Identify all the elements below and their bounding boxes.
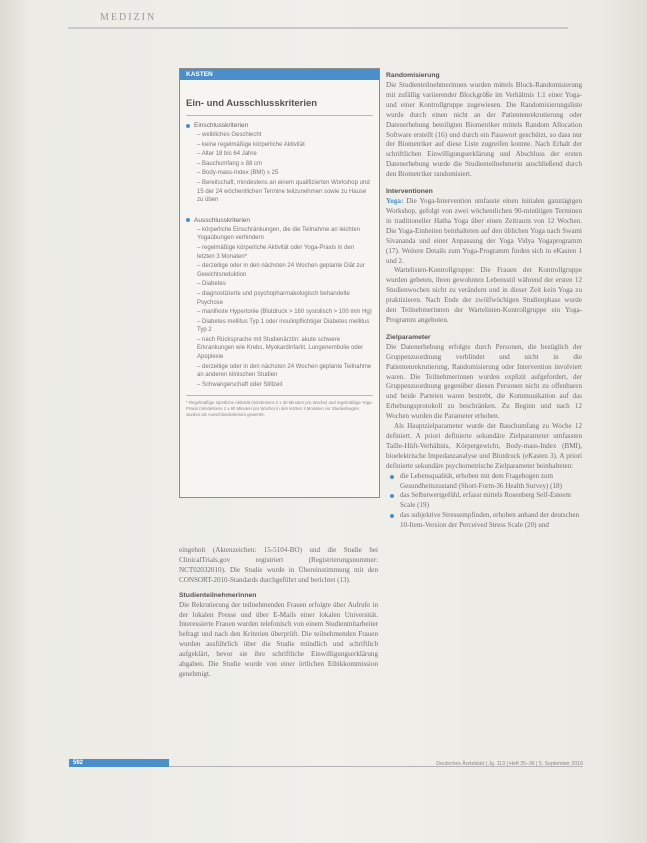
randomization-heading: Randomisierung xyxy=(386,72,440,79)
outcomes-heading: Zielparameter xyxy=(386,333,431,341)
list-item: – Bauchumfang ≥ 88 cm xyxy=(197,160,263,167)
exclusion-heading-text: Ausschlusskriterien xyxy=(194,216,250,224)
interventions-text: Die Yoga-Intervention umfasste einen initialen ganztägigen Workshop, gefolgt von zwei wöchentlichen 90-minütigen Terminen in traditioneller Hatha Yoga über einen Zeitraum von 12 Wochen. Die Yoga-Einheiten beinhalteten auf den üblichen Yoga nach Swami Sivananda und einer Anpassung der Yoga Vidya Yogaprogramm (17). Weitere Details zum Yoga-Programm finden sich in eKasten 1 und 2. xyxy=(386,197,582,265)
list-item: das Selbstwertgefühl, erfasst mittels Rosenberg Self-Esteem Scale (19) xyxy=(386,491,582,511)
inclusion-heading xyxy=(186,122,379,129)
header-rule xyxy=(68,27,568,29)
list-item: – Schwangerschaft oder Stillzeit xyxy=(197,381,283,388)
inclusion-heading-text: Einschlusskriterien xyxy=(194,122,249,129)
outcomes-paragraph-2: Als Hauptzielparameter wurde der Bauchumfang zu Woche 12 definiert. A priori definierte sekundäre Zielparameter umfassten Taille-Hüft-Verhältnis, Körpergewicht, Body-mass-Index (BMI), bioelektrische Impedanzanalyse und Blutdruck (eKasten 3). A priori definierte sekundäre psychometrische Zielparameter beinhalteten: xyxy=(386,422,582,470)
page-number-bar xyxy=(69,759,169,767)
list-item: – Diabetes xyxy=(197,281,226,288)
box-title: Ein- und Ausschlusskriterien xyxy=(186,98,318,109)
bullet-dot-icon xyxy=(186,218,190,222)
intro-paragraph: eingeholt (Aktenzeichen: 15-5104-BO) und die Studie bei ClinicalTrials.gov registriert (Registrierungsnummer: NCT02032010). Die Studie wurde in Übereinstimmung mit den CONSORT-2010-Standards durchgeführt und berichtet (13). xyxy=(179,546,378,584)
control-paragraph: Wartelisten-Kontrollgruppe: Die Frauen der Kontrollgruppe wurden gebeten, ihren gewohnten Lebensstil während der ersten 12 Studienwochen nicht zu verändern und in dieser Zeit kein Yoga zu praktizieren. Nach Ende der zwölfwöchigen Studienphase wurde den Teilnehmerinnen der Wartelisten-Kontrollgruppe ein Yoga-Programm angeboten. xyxy=(386,266,582,324)
exclusion-heading xyxy=(186,217,379,224)
list-item: – derzeitige oder in den nächsten 24 Wochen geplante Teilnahme an anderen klinischen Studien xyxy=(197,363,372,379)
interventions-paragraph xyxy=(386,197,582,266)
list-item: – Body-mass-Index (BMI) ≥ 25 xyxy=(197,170,279,177)
recruit-paragraph: Die Rekrutierung der teilnehmenden Frauen erfolgte über Aufrufe in der lokalen Presse und über E-Mails einer lokalen Universität. Interessierte Frauen wurden telefonisch von einem Studienmitarbeiter befragt und nach den Kriterien überprüft. Die teilnehmenden Frauen wurden ausführlich über die Studie mündlich und schriftlich aufgeklärt, bevor sie ihre schriftliche Einwilligungserklärung abgaben. Die Studie wurde von einer örtlichen Ethikkommission genehmigt. xyxy=(179,600,378,678)
randomization-paragraph: Die Studienteilnehmerinnen wurden mittels Block-Randomisierung mit zufällig variierender Blockgröße im Verhältnis 1:1 einer Yoga- und einer Kontrollgruppe zugewiesen. Die Randomisierungsliste wurde durch einen nicht an der Patientenrekrutierung oder Datenerhebung beteiligten Biometriker mittels Random Allocation Software erstellt (16) und durch ein Passwort geschützt, so dass nur der Biometriker auf diese Liste zugreifen konnte. Nach Erhalt der schriftlichen Einwilligungserklärung und Abschluss der ersten Datenerhebung wurde die Studienteilnehmerin anschließend durch den Biometriker randomisiert. xyxy=(386,81,582,179)
inclusion-list xyxy=(180,131,379,205)
right-column xyxy=(386,72,582,531)
yoga-label: Yoga: xyxy=(386,197,404,206)
list-item: – manifeste Hypertonie (Blutdruck > 160 systolisch > 100 mm Hg) xyxy=(197,309,372,316)
box-footnote: * Regelmäßige sportliche Aktivität (mindestens 2 x 30 Minuten pro Woche) und regelmäßige Yoga-Praxis (mindestens 1 x 60 Minuten pro Woche) in den letzten 3 Monaten vor Studienbeginn wurden als Ausschlusskriterium gewertet. xyxy=(186,395,373,418)
left-column xyxy=(179,546,378,680)
list-item: – Bereitschaft, mindestens an einem qualifizierten Workshop und 15 der 24 wöchentlichen Termine teilzunehmen sowie zu Hause zu üben xyxy=(197,179,370,204)
list-item: das subjektive Stressempfinden, erhoben anhand der deutschen 10-Item-Version der Perceived Stress Scale (20) und xyxy=(386,511,582,531)
list-item: – Diabetes mellitus Typ 1 oder insulinpflichtiger Diabetes mellitus Typ 2 xyxy=(197,318,370,334)
interventions-heading: Interventionen xyxy=(386,188,433,196)
criteria-box xyxy=(179,68,380,498)
page-number: 592 xyxy=(73,760,84,766)
outcomes-list xyxy=(386,472,582,531)
box-tag: KASTEN xyxy=(180,69,379,80)
list-item: – Alter 18 bis 64 Jahre xyxy=(197,151,257,158)
list-item: – diagnostizierte und psychopharmakologisch behandelte Psychose xyxy=(197,290,350,306)
outcomes-paragraph: Die Datenerhebung erfolgte durch Personen, die bezüglich der Gruppenzuordnung verblindet und nicht in die Patientenrekrutierung, Randomisierung oder Intervention involviert waren. Die Teilnehmerinnen wurden explizit aufgefordert, der Gruppenzuordnung gegenüber diesen Personen nicht zu offenbaren und beide Parteien waren bestrebt, die Kommunikation auf das Erhebungsprotokoll zu beschränken. Zu Beginn und nach 12 Wochen wurden die Parameter erhoben. xyxy=(386,342,582,421)
list-item: – körperliche Einschränkungen, die die Teilnahme an leichten Yogaübungen verhindern xyxy=(197,226,361,242)
list-item: – derzeitige oder in den nächsten 24 Wochen geplante Diät zur Gewichtsreduktion xyxy=(197,263,365,278)
section-label: MEDIZIN xyxy=(100,12,157,23)
box-title-rule xyxy=(186,115,373,116)
list-item: – keine regelmäßige körperliche Aktivität xyxy=(197,141,305,148)
journal-citation: Deutsches Ärzteblatt | Jg. 113 | Heft 35–36 | 5. September 2016 xyxy=(436,761,583,767)
exclusion-list xyxy=(180,226,379,390)
bullet-dot-icon xyxy=(186,124,190,128)
list-item: die Lebensqualität, erhoben mit dem Fragebogen zum Gesundheitszustand (Short-Form-36 Health Survey) (18) xyxy=(386,472,582,492)
list-item: – nach Rücksprache mit Studienärztin: akute schwere Erkrankungen wie Krebs, Myokardinfarkt, Lungenembolie oder Apoplexie xyxy=(197,336,364,361)
list-item: – weibliches Geschlecht xyxy=(197,132,262,138)
recruit-heading: Studienteilnehmerinnen xyxy=(179,591,257,599)
list-item: – regelmäßige körperliche Aktivität oder Yoga-Praxis in den letzten 3 Monaten* xyxy=(197,244,355,260)
